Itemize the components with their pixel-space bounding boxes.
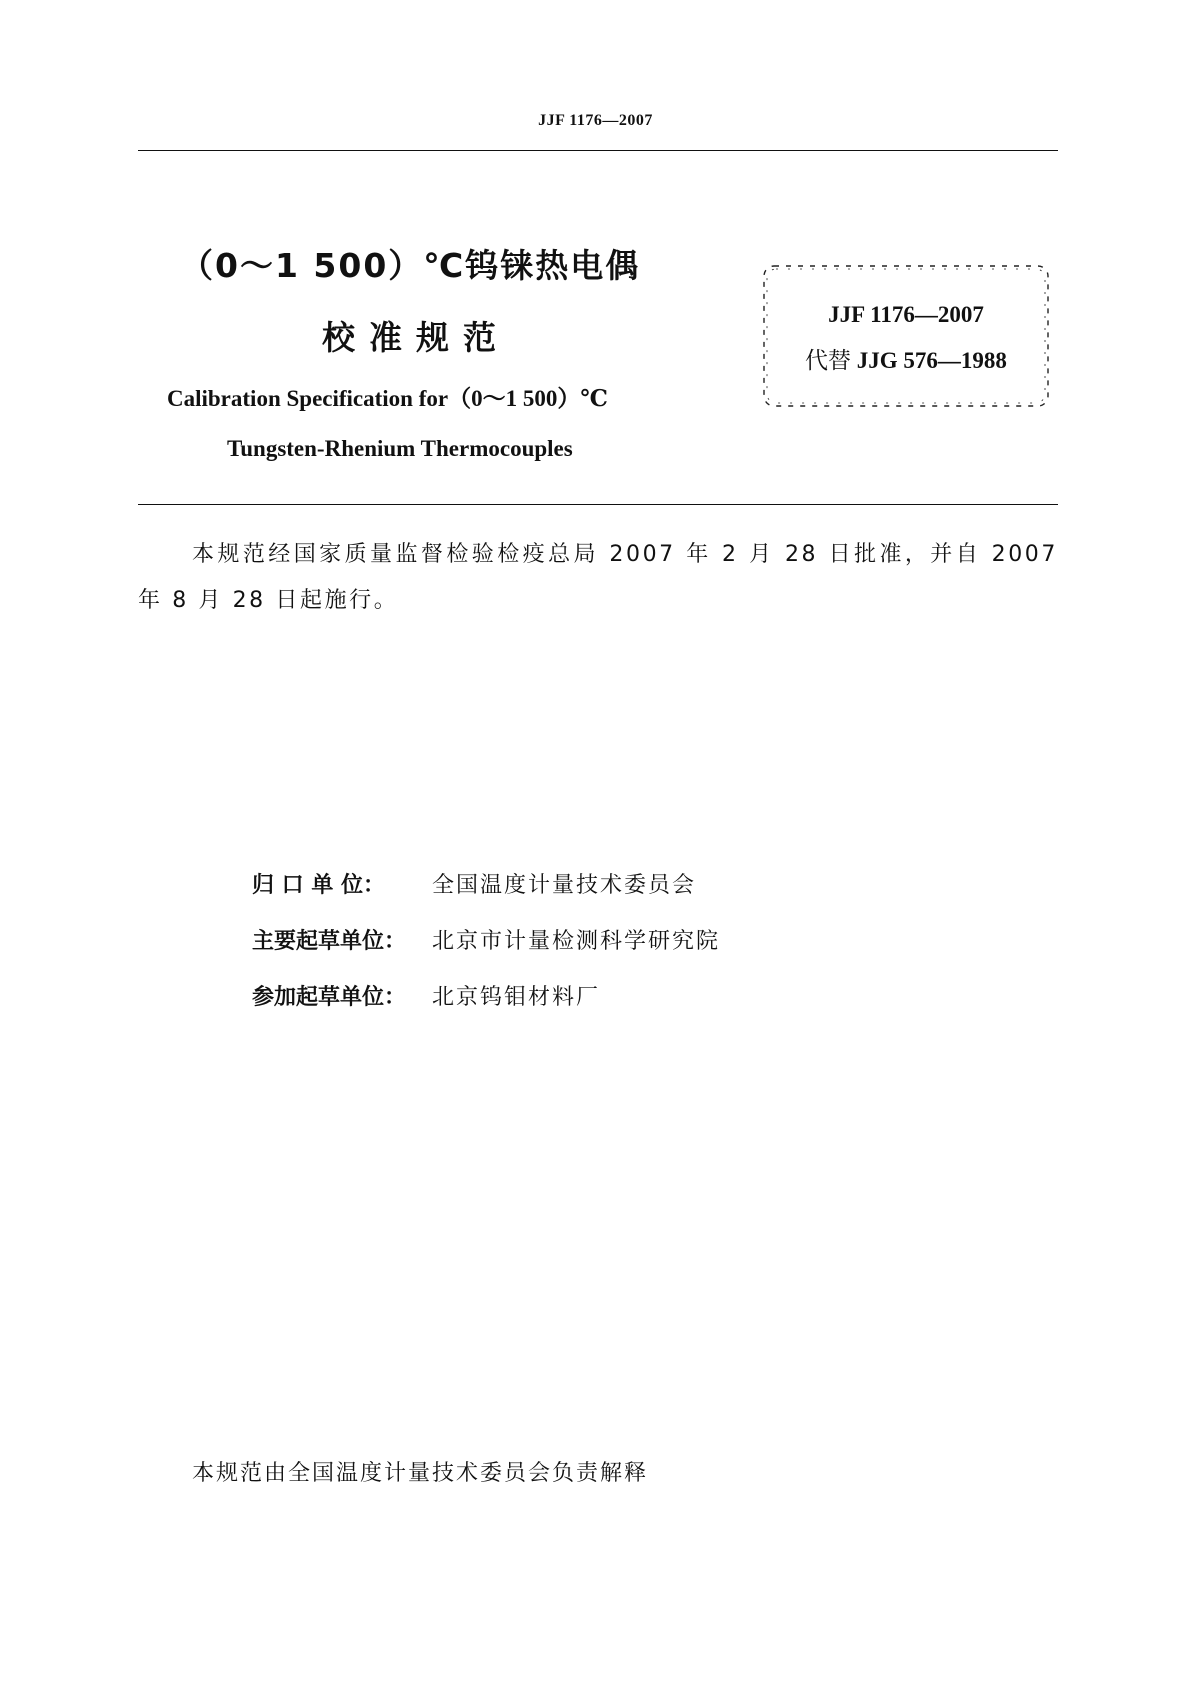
interpretation-note: 本规范由全国温度计量技术委员会负责解释 [192,1461,649,1486]
replaces-line [760,342,1052,375]
replaces-code: JJG 576—1988 [856,348,1007,373]
unit-label: 参加起草单位： [252,985,407,1010]
unit-row-main-drafter [252,924,720,955]
unit-value: 北京市计量检测科学研究院 [432,929,721,954]
title-en-line-2: Tungsten-Rhenium Thermocouples [227,436,573,461]
approval-paragraph: 本规范经国家质量监督检验检疫总局 2007 年 2 月 28 日批准，并自 2007 年 8 月 28 日起施行。 [138,542,1058,613]
unit-row-responsible [252,868,696,899]
unit-value: 全国温度计量技术委员会 [432,873,697,898]
title-cn-line-2: 校准规范 [322,318,510,357]
unit-label: 归 口 单 位： [252,873,385,898]
standard-code-box [760,262,1052,410]
title-divider [138,504,1058,505]
standard-code: JJF 1176—2007 [828,302,984,327]
title-cn-line-1: （0～1 500）℃钨铼热电偶 [180,246,641,285]
unit-value: 北京钨钼材料厂 [432,985,601,1010]
decorative-border [760,262,1052,410]
unit-label: 主要起草单位： [252,929,407,954]
unit-row-participating-drafter [252,980,600,1011]
header-divider [138,150,1058,151]
running-header-code: JJF 1176—2007 [538,112,653,129]
title-en-line-1: Calibration Specification for（0～1 500）℃ [167,386,608,411]
replaces-prefix: 代替 [805,348,852,374]
